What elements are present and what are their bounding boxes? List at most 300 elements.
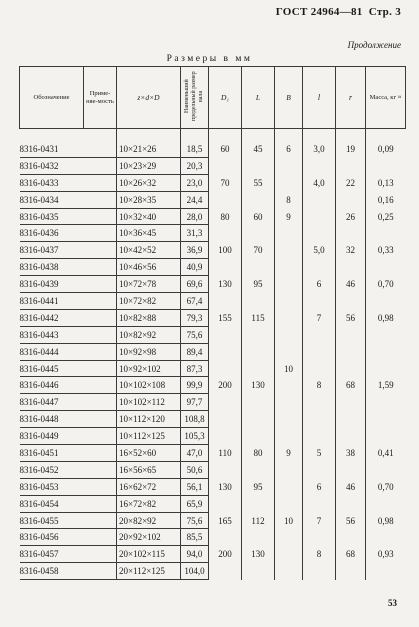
cell-value-des: 8316-0436 xyxy=(19,228,59,239)
cell-des xyxy=(20,411,84,428)
cell-value-m: 0,98 xyxy=(377,312,394,323)
cell-value-des: 8316-0447 xyxy=(19,397,59,408)
cell-value-min: 31,3 xyxy=(186,228,203,239)
cell-value-m: 0,70 xyxy=(377,481,394,492)
cell-L xyxy=(242,174,275,191)
cell-min xyxy=(181,445,209,462)
cell-zdD xyxy=(117,546,181,563)
cell-min xyxy=(181,461,209,478)
col-d1: D₁ xyxy=(209,67,242,129)
cell-value-L: 95 xyxy=(253,279,263,290)
cell-value-min: 105,3 xyxy=(184,431,205,442)
cell-zdD xyxy=(117,512,181,529)
table-row xyxy=(20,360,406,377)
cell-value-zdD: 16×62×72 xyxy=(119,481,157,492)
cell-value-m: 0,09 xyxy=(377,144,394,155)
cell-B xyxy=(275,343,303,360)
cell-l xyxy=(303,157,336,174)
cell-value-d1: 100 xyxy=(218,245,232,256)
cell-value-L: 112 xyxy=(251,515,265,526)
cell-prim xyxy=(84,529,117,546)
dimensions-table xyxy=(19,66,406,580)
cell-prim xyxy=(84,445,117,462)
cell-value-min: 94,0 xyxy=(186,549,203,560)
gap-cell xyxy=(366,129,406,142)
cell-value-min: 75,6 xyxy=(186,515,203,526)
cell-value-zdD: 10×28×35 xyxy=(119,194,157,205)
cell-l xyxy=(303,225,336,242)
cell-min xyxy=(181,191,209,208)
cell-zdD xyxy=(117,157,181,174)
table-row xyxy=(20,326,406,343)
cell-value-des: 8316-0451 xyxy=(19,447,59,458)
cell-L xyxy=(242,394,275,411)
cell-B xyxy=(275,529,303,546)
cell-m xyxy=(366,461,406,478)
cell-min xyxy=(181,394,209,411)
cell-r xyxy=(336,326,366,343)
cell-B xyxy=(275,242,303,259)
cell-value-r: 68 xyxy=(346,380,355,391)
cell-zdD xyxy=(117,563,181,580)
cell-l xyxy=(303,360,336,377)
cell-value-m: 0,98 xyxy=(377,515,394,526)
cell-des xyxy=(20,563,84,580)
cell-min xyxy=(181,309,209,326)
table-row xyxy=(20,343,406,360)
cell-L xyxy=(242,461,275,478)
cell-value-r: 46 xyxy=(346,279,355,290)
cell-value-des: 8316-0452 xyxy=(19,464,59,475)
cell-min xyxy=(181,225,209,242)
cell-des xyxy=(20,461,84,478)
cell-B xyxy=(275,157,303,174)
cell-value-min: 24,4 xyxy=(186,194,203,205)
cell-value-zdD: 16×56×65 xyxy=(119,464,157,475)
table-row xyxy=(20,309,406,326)
cell-value-zdD: 10×46×56 xyxy=(119,262,157,273)
cell-zdD xyxy=(117,208,181,225)
cell-r xyxy=(336,225,366,242)
cell-value-zdD: 10×82×92 xyxy=(119,329,157,340)
cell-prim xyxy=(84,411,117,428)
page-number: 53 xyxy=(388,598,397,608)
cell-value-zdD: 10×82×88 xyxy=(119,312,157,323)
cell-value-m: 0,93 xyxy=(377,549,394,560)
cell-value-d1: 165 xyxy=(218,515,232,526)
cell-prim xyxy=(84,377,117,394)
cell-min xyxy=(181,377,209,394)
cell-value-L: 80 xyxy=(253,447,263,458)
table-row xyxy=(20,563,406,580)
table-row xyxy=(20,411,406,428)
cell-prim xyxy=(84,360,117,377)
cell-r xyxy=(336,495,366,512)
cell-value-min: 85,5 xyxy=(186,532,203,543)
cell-value-des: 8316-0438 xyxy=(19,262,59,273)
cell-m xyxy=(366,411,406,428)
cell-value-B: 10 xyxy=(284,515,293,526)
table-row xyxy=(20,174,406,191)
cell-l xyxy=(303,208,336,225)
cell-min xyxy=(181,157,209,174)
cell-value-r: 68 xyxy=(346,549,355,560)
cell-l xyxy=(303,394,336,411)
cell-des xyxy=(20,309,84,326)
cell-value-des: 8316-0455 xyxy=(19,515,59,526)
cell-zdD xyxy=(117,276,181,293)
cell-B xyxy=(275,495,303,512)
cell-d1 xyxy=(209,174,242,191)
cell-value-l: 5 xyxy=(316,447,322,458)
cell-r xyxy=(336,309,366,326)
cell-m xyxy=(366,445,406,462)
cell-L xyxy=(242,276,275,293)
cell-L xyxy=(242,343,275,360)
cell-l xyxy=(303,529,336,546)
cell-m xyxy=(366,191,406,208)
cell-value-min: 50,6 xyxy=(186,464,203,475)
cell-value-l: 7 xyxy=(316,312,322,323)
cell-r xyxy=(336,259,366,276)
cell-zdD xyxy=(117,377,181,394)
cell-l xyxy=(303,259,336,276)
cell-L xyxy=(242,157,275,174)
cell-des xyxy=(20,377,84,394)
cell-L xyxy=(242,478,275,495)
cell-value-zdD: 10×92×98 xyxy=(119,346,157,357)
cell-d1 xyxy=(209,546,242,563)
cell-zdD xyxy=(117,225,181,242)
cell-zdD xyxy=(117,428,181,445)
cell-value-L: 130 xyxy=(251,380,265,391)
table-row xyxy=(20,512,406,529)
cell-value-r: 46 xyxy=(346,481,355,492)
cell-des xyxy=(20,259,84,276)
table-row xyxy=(20,259,406,276)
cell-zdD xyxy=(117,191,181,208)
cell-des xyxy=(20,242,84,259)
cell-value-m: 0,70 xyxy=(377,279,394,290)
col-L: L xyxy=(242,67,275,129)
cell-m xyxy=(366,529,406,546)
cell-des xyxy=(20,293,84,310)
cell-value-zdD: 20×92×102 xyxy=(119,532,161,543)
cell-zdD xyxy=(117,529,181,546)
cell-l xyxy=(303,546,336,563)
cell-m xyxy=(366,225,406,242)
cell-min xyxy=(181,343,209,360)
cell-B xyxy=(275,394,303,411)
cell-value-zdD: 16×52×60 xyxy=(119,447,157,458)
cell-m xyxy=(366,546,406,563)
cell-value-des: 8316-0444 xyxy=(19,346,59,357)
cell-d1 xyxy=(209,563,242,580)
cell-value-r: 56 xyxy=(346,312,355,323)
cell-B xyxy=(275,512,303,529)
cell-value-B: 9 xyxy=(286,211,291,222)
cell-value-min: 89,4 xyxy=(186,346,203,357)
cell-value-B: 10 xyxy=(284,363,293,374)
cell-value-min: 75,6 xyxy=(186,329,203,340)
gap-cell xyxy=(117,129,181,142)
cell-m xyxy=(366,259,406,276)
cell-des xyxy=(20,495,84,512)
cell-value-min: 69,6 xyxy=(186,279,203,290)
cell-value-des: 8316-0433 xyxy=(19,177,59,188)
cell-value-des: 8316-0439 xyxy=(19,279,59,290)
cell-zdD xyxy=(117,242,181,259)
cell-value-des: 8316-0445 xyxy=(19,363,59,374)
cell-value-des: 8316-0442 xyxy=(19,312,59,323)
cell-value-min: 18,5 xyxy=(186,143,203,154)
cell-value-L: 55 xyxy=(253,177,263,188)
cell-value-d1: 80 xyxy=(220,211,230,222)
cell-value-des: 8316-0457 xyxy=(19,549,59,560)
cell-value-des: 8316-0456 xyxy=(19,532,59,543)
cell-d1 xyxy=(209,225,242,242)
cell-r xyxy=(336,546,366,563)
cell-des xyxy=(20,276,84,293)
cell-r xyxy=(336,478,366,495)
cell-value-m: 0,33 xyxy=(377,245,394,256)
table-header-row xyxy=(20,67,406,129)
cell-value-d1: 130 xyxy=(218,279,232,290)
cell-value-zdD: 10×26×32 xyxy=(119,177,157,188)
cell-d1 xyxy=(209,428,242,445)
cell-m xyxy=(366,512,406,529)
cell-d1 xyxy=(209,141,242,157)
cell-min xyxy=(181,326,209,343)
cell-l xyxy=(303,495,336,512)
cell-r xyxy=(336,191,366,208)
table-gap-row xyxy=(20,129,406,142)
table-row xyxy=(20,242,406,259)
cell-L xyxy=(242,225,275,242)
col-l: l xyxy=(303,67,336,129)
cell-prim xyxy=(84,546,117,563)
cell-m xyxy=(366,157,406,174)
cell-L xyxy=(242,360,275,377)
cell-des xyxy=(20,512,84,529)
cell-L xyxy=(242,309,275,326)
gap-cell xyxy=(209,129,242,142)
cell-prim xyxy=(84,293,117,310)
cell-m xyxy=(366,326,406,343)
cell-r xyxy=(336,157,366,174)
cell-value-d1: 110 xyxy=(218,447,232,458)
cell-m xyxy=(366,428,406,445)
cell-value-m: 0,13 xyxy=(377,177,394,188)
cell-value-min: 47,0 xyxy=(186,447,203,458)
cell-value-m: 0,25 xyxy=(377,211,394,222)
cell-prim xyxy=(84,428,117,445)
gap-cell xyxy=(242,129,275,142)
cell-prim xyxy=(84,512,117,529)
cell-des xyxy=(20,360,84,377)
cell-m xyxy=(366,495,406,512)
cell-prim xyxy=(84,208,117,225)
cell-des xyxy=(20,428,84,445)
cell-r xyxy=(336,242,366,259)
cell-l xyxy=(303,377,336,394)
cell-value-B: 8 xyxy=(286,194,291,205)
cell-prim xyxy=(84,141,117,157)
cell-value-l: 7 xyxy=(316,515,322,526)
cell-value-min: 20,3 xyxy=(186,160,203,171)
cell-value-des: 8316-0435 xyxy=(19,211,59,222)
cell-min xyxy=(181,546,209,563)
cell-L xyxy=(242,191,275,208)
cell-l xyxy=(303,428,336,445)
cell-B xyxy=(275,377,303,394)
standard-code: ГОСТ 24964—81 xyxy=(275,6,363,18)
cell-B xyxy=(275,445,303,462)
cell-value-des: 8316-0458 xyxy=(19,566,59,577)
cell-min xyxy=(181,276,209,293)
cell-value-zdD: 10×102×112 xyxy=(119,397,165,408)
cell-B xyxy=(275,360,303,377)
cell-value-min: 28,0 xyxy=(186,211,203,222)
cell-value-l: 8 xyxy=(316,380,322,391)
cell-des xyxy=(20,141,84,157)
cell-prim xyxy=(84,225,117,242)
cell-des xyxy=(20,225,84,242)
cell-value-des: 8316-0453 xyxy=(19,481,59,492)
cell-value-r: 38 xyxy=(346,447,355,458)
cell-value-L: 70 xyxy=(253,245,263,256)
gap-cell xyxy=(303,129,336,142)
cell-value-L: 95 xyxy=(253,481,263,492)
cell-value-min: 87,3 xyxy=(186,363,203,374)
cell-value-min: 40,9 xyxy=(186,262,203,273)
cell-d1 xyxy=(209,293,242,310)
cell-m xyxy=(366,309,406,326)
cell-min xyxy=(181,478,209,495)
cell-L xyxy=(242,445,275,462)
cell-B xyxy=(275,208,303,225)
cell-zdD xyxy=(117,445,181,462)
cell-l xyxy=(303,326,336,343)
cell-value-d1: 200 xyxy=(218,549,232,560)
cell-L xyxy=(242,377,275,394)
cell-zdD xyxy=(117,360,181,377)
cell-B xyxy=(275,326,303,343)
cell-value-zdD: 10×72×78 xyxy=(119,279,157,290)
cell-value-d1: 130 xyxy=(218,481,232,492)
cell-d1 xyxy=(209,445,242,462)
cell-L xyxy=(242,293,275,310)
cell-L xyxy=(242,411,275,428)
cell-L xyxy=(242,326,275,343)
cell-m xyxy=(366,360,406,377)
cell-value-des: 8316-0454 xyxy=(19,498,59,509)
cell-r xyxy=(336,394,366,411)
table-row xyxy=(20,394,406,411)
cell-value-L: 60 xyxy=(253,211,263,222)
cell-min xyxy=(181,529,209,546)
cell-value-min: 99,9 xyxy=(186,380,203,391)
table-row xyxy=(20,478,406,495)
cell-B xyxy=(275,141,303,157)
cell-value-des: 8316-0448 xyxy=(19,414,59,425)
cell-value-des: 8316-0431 xyxy=(19,143,59,154)
cell-value-zdD: 10×112×125 xyxy=(119,431,165,442)
cell-r xyxy=(336,411,366,428)
cell-min xyxy=(181,259,209,276)
cell-des xyxy=(20,343,84,360)
cell-value-m: 0,41 xyxy=(377,447,394,458)
cell-m xyxy=(366,208,406,225)
cell-d1 xyxy=(209,276,242,293)
cell-d1 xyxy=(209,529,242,546)
gap-cell xyxy=(336,129,366,142)
cell-r xyxy=(336,529,366,546)
cell-r xyxy=(336,174,366,191)
cell-value-zdD: 20×112×125 xyxy=(119,566,165,577)
table-row xyxy=(20,157,406,174)
cell-l xyxy=(303,512,336,529)
cell-value-m: 1,59 xyxy=(377,380,394,391)
table-row xyxy=(20,546,406,563)
col-min-size xyxy=(181,67,209,129)
table-row xyxy=(20,461,406,478)
cell-des xyxy=(20,546,84,563)
cell-value-des: 8316-0432 xyxy=(19,160,59,171)
cell-l xyxy=(303,411,336,428)
cell-value-min: 97,7 xyxy=(186,397,203,408)
table-row xyxy=(20,445,406,462)
cell-r xyxy=(336,461,366,478)
cell-prim xyxy=(84,563,117,580)
cell-m xyxy=(366,293,406,310)
cell-L xyxy=(242,512,275,529)
cell-value-des: 8316-0446 xyxy=(19,380,59,391)
cell-value-zdD: 10×36×45 xyxy=(119,228,157,239)
cell-l xyxy=(303,191,336,208)
cell-B xyxy=(275,276,303,293)
cell-zdD xyxy=(117,478,181,495)
table-row xyxy=(20,377,406,394)
gap-cell xyxy=(275,129,303,142)
cell-value-l: 8 xyxy=(316,549,322,560)
table-row xyxy=(20,428,406,445)
cell-m xyxy=(366,343,406,360)
cell-B xyxy=(275,428,303,445)
cell-min xyxy=(181,242,209,259)
cell-value-min: 23,0 xyxy=(186,177,203,188)
cell-value-r: 22 xyxy=(346,177,355,188)
units-label: Размеры в мм xyxy=(166,54,253,64)
cell-d1 xyxy=(209,495,242,512)
cell-L xyxy=(242,495,275,512)
cell-l xyxy=(303,309,336,326)
cell-zdD xyxy=(117,495,181,512)
cell-m xyxy=(366,276,406,293)
cell-value-L: 45 xyxy=(253,144,263,155)
cell-m xyxy=(366,242,406,259)
cell-r xyxy=(336,512,366,529)
cell-r xyxy=(336,141,366,157)
cell-r xyxy=(336,276,366,293)
cell-B xyxy=(275,546,303,563)
cell-value-B: 9 xyxy=(286,447,291,458)
cell-m xyxy=(366,478,406,495)
cell-d1 xyxy=(209,191,242,208)
cell-min xyxy=(181,360,209,377)
cell-r xyxy=(336,343,366,360)
cell-zdD xyxy=(117,411,181,428)
